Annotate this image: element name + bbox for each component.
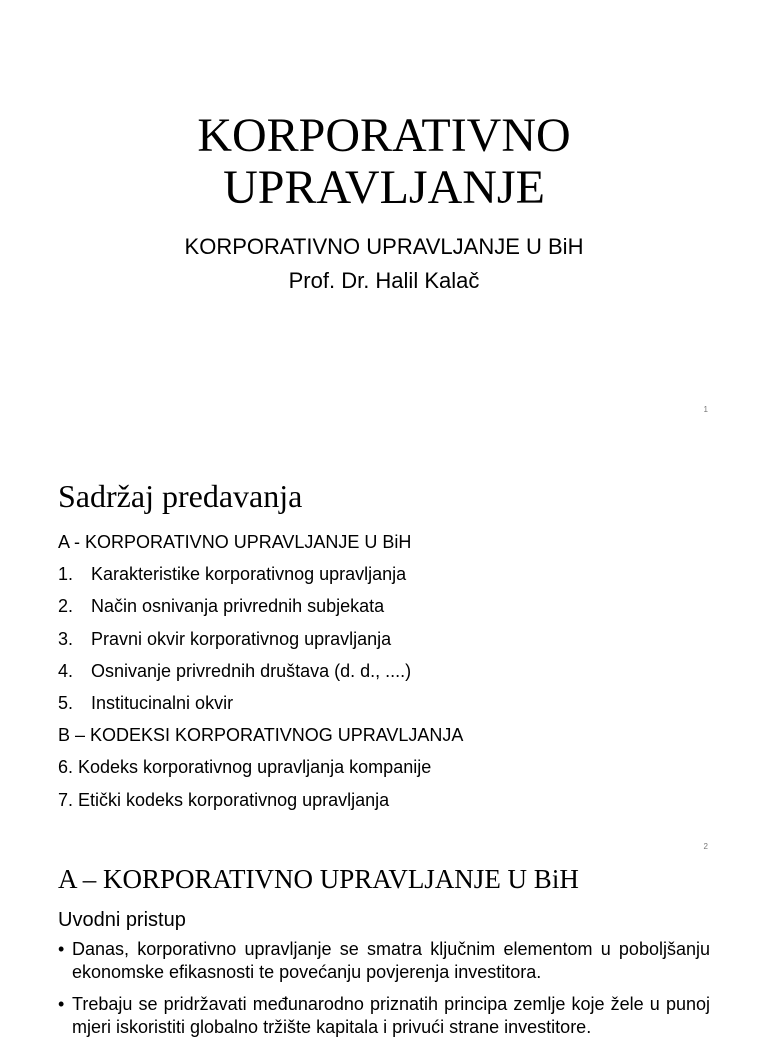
bullet-icon: • bbox=[58, 994, 65, 1014]
item-text: 7. Etički kodeks korporativnog upravljanja bbox=[58, 789, 390, 810]
bullet-text: Trebaju se pridržavati međunarodno priznatih principa zemlje koje žele u punoj mjeri iskoristiti globalno tržište kapitala i privući strane investitore. bbox=[72, 994, 710, 1037]
bullet-icon: • bbox=[58, 939, 65, 959]
item-number: 1. bbox=[58, 564, 74, 585]
subtitle-line-1: KORPORATIVNO UPRAVLJANJE U BiH bbox=[184, 234, 584, 259]
slide-title bbox=[0, 110, 768, 214]
item-text: Karakteristike korporativnog upravljanja bbox=[91, 564, 407, 585]
bullet-text: Danas, korporativno upravljanje se smatra ključnim elementom u poboljšanju ekonomske efikasnosti te povećanju povjerenja investitora. bbox=[72, 939, 710, 982]
item-text: Način osnivanja privrednih subjekata bbox=[91, 596, 385, 617]
item-text: B – KODEKSI KORPORATIVNOG UPRAVLJANJA bbox=[58, 725, 464, 746]
list-item bbox=[58, 558, 463, 590]
author: Prof. Dr. Halil Kalač bbox=[288, 268, 480, 293]
page-number: 2 bbox=[703, 842, 708, 851]
item-number: 4. bbox=[58, 660, 74, 681]
item-text: Institucinalni okvir bbox=[91, 692, 234, 713]
item-text: 6. Kodeks korporativnog upravljanja kompanije bbox=[58, 757, 432, 778]
title-line-1: KORPORATIVNO bbox=[197, 109, 571, 162]
contents-list bbox=[58, 526, 463, 816]
list-item bbox=[58, 590, 463, 622]
intro-slide bbox=[0, 850, 768, 1037]
list-item bbox=[58, 687, 463, 719]
item-number: 3. bbox=[58, 628, 74, 649]
section-heading: A – KORPORATIVNO UPRAVLJANJE U BiH bbox=[58, 864, 579, 894]
contents-slide bbox=[0, 430, 768, 850]
item-number: 2. bbox=[58, 596, 74, 617]
item-text: Osnivanje privrednih društava (d. d., ....) bbox=[91, 660, 412, 681]
list-item bbox=[58, 993, 710, 1039]
list-item bbox=[58, 655, 463, 687]
list-item bbox=[58, 623, 463, 655]
list-item bbox=[58, 719, 463, 751]
list-item bbox=[58, 526, 463, 558]
item-text: A - KORPORATIVNO UPRAVLJANJE U BiH bbox=[58, 532, 412, 552]
bullet-list bbox=[58, 938, 710, 1048]
contents-heading: Sadržaj predavanja bbox=[58, 478, 303, 514]
title-slide bbox=[0, 0, 768, 430]
list-item bbox=[58, 751, 463, 783]
list-item bbox=[58, 784, 463, 816]
title-line-2: UPRAVLJANJE bbox=[223, 161, 545, 214]
item-number: 5. bbox=[58, 692, 74, 713]
page-number: 1 bbox=[703, 405, 708, 414]
item-text: Pravni okvir korporativnog upravljanja bbox=[91, 628, 392, 649]
slide-subtitle bbox=[0, 230, 768, 298]
list-item bbox=[58, 938, 710, 984]
intro-heading: Uvodni pristup bbox=[58, 909, 186, 931]
